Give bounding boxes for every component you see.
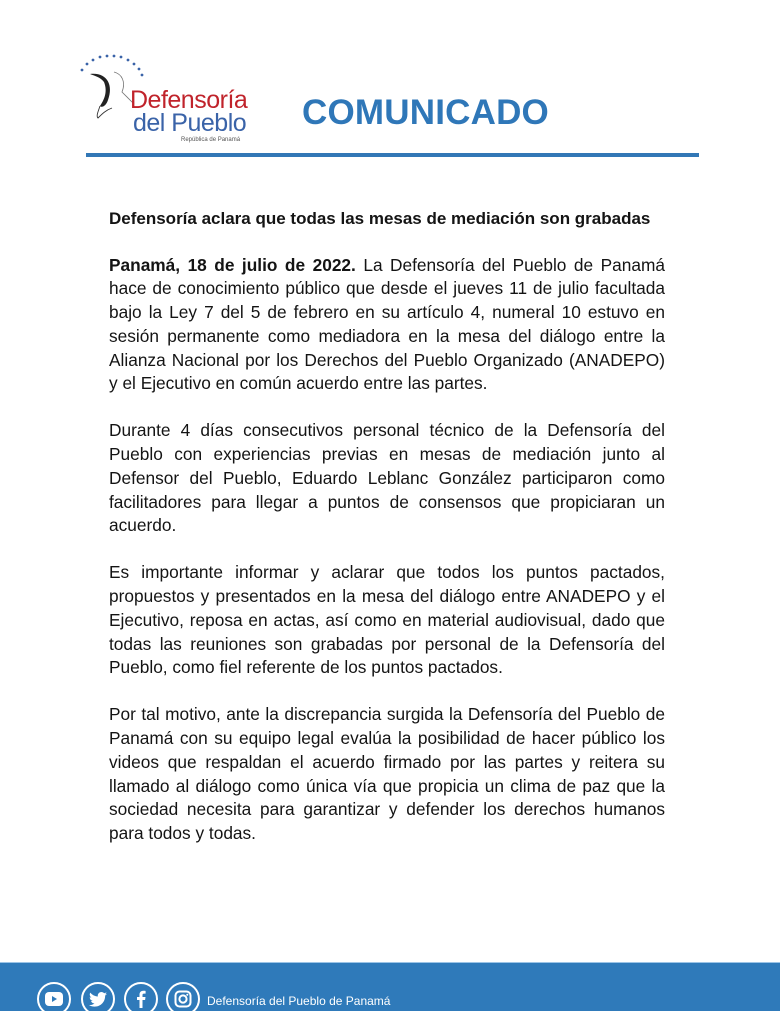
instagram-link[interactable]: [166, 982, 200, 1016]
twitter-link[interactable]: [81, 982, 115, 1016]
dateline: Panamá, 18 de julio de 2022.: [109, 254, 356, 275]
paragraph-4: Por tal motivo, ante la discrepancia surgida la Defensoría del Pueblo de Panamá con su equipo legal evalúa la posibilidad de hacer público los videos que respaldan el acuerdo firmado por las partes y reitera su llamado al diálogo como única vía que propicia un clima de paz que la sociedad necesita para garantizar y defender los derechos humanos para todos y todas.: [109, 704, 665, 843]
paragraph-1: [109, 254, 665, 396]
footer-handle: Defensoría del Pueblo de Panamá: [207, 994, 391, 1008]
logo-text-defensoria: Defensoría: [130, 86, 248, 114]
logo-text-del-pueblo: del Pueblo: [133, 109, 247, 137]
youtube-icon: [45, 992, 63, 1006]
header-divider: [86, 153, 699, 157]
facebook-icon: [136, 990, 146, 1008]
paragraph-3: Es importante informar y aclarar que todos los puntos pactados, propuestos y presentados en la mesa del diálogo entre ANADEPO y el Ejecutivo, reposa en actas, así como en material audiovisual, dado que todas las reuniones son grabadas por personal de la Defensoría del Pueblo, como fiel referente de los puntos pactados.: [109, 562, 665, 678]
page-title: COMUNICADO: [302, 93, 549, 132]
paragraph-2: Durante 4 días consecutivos personal técnico de la Defensoría del Pueblo con experiencias previas en mesas de mediación junto al Defensor del Pueblo, Eduardo Leblanc González participaron como facilitadores para llegar a puntos de consensos que propiciaran un acuerdo.: [109, 420, 665, 536]
document-body: [109, 207, 665, 869]
twitter-icon: [89, 992, 107, 1007]
logo-subtitle: República de Panamá: [181, 137, 241, 143]
footer-bar: [0, 962, 780, 1011]
defensoria-logo: [78, 52, 268, 148]
headline: Defensoría aclara que todas las mesas de mediación son grabadas: [109, 209, 651, 228]
instagram-icon: [174, 990, 192, 1008]
youtube-link[interactable]: [37, 982, 71, 1016]
paragraph-1-text: La Defensoría del Pueblo de Panamá hace de conocimiento público que desde el jueves 11 de julio facultada bajo la Ley 7 del 5 de febrero en su artículo 4, numeral 10 estuvo en sesión permanente como mediadora en la mesa del diálogo entre la Alianza Nacional por los Derechos del Pueblo Organizado (ANADEPO) y el Ejecutivo en común acuerdo entre las partes.: [109, 254, 665, 394]
facebook-link[interactable]: [124, 982, 158, 1016]
